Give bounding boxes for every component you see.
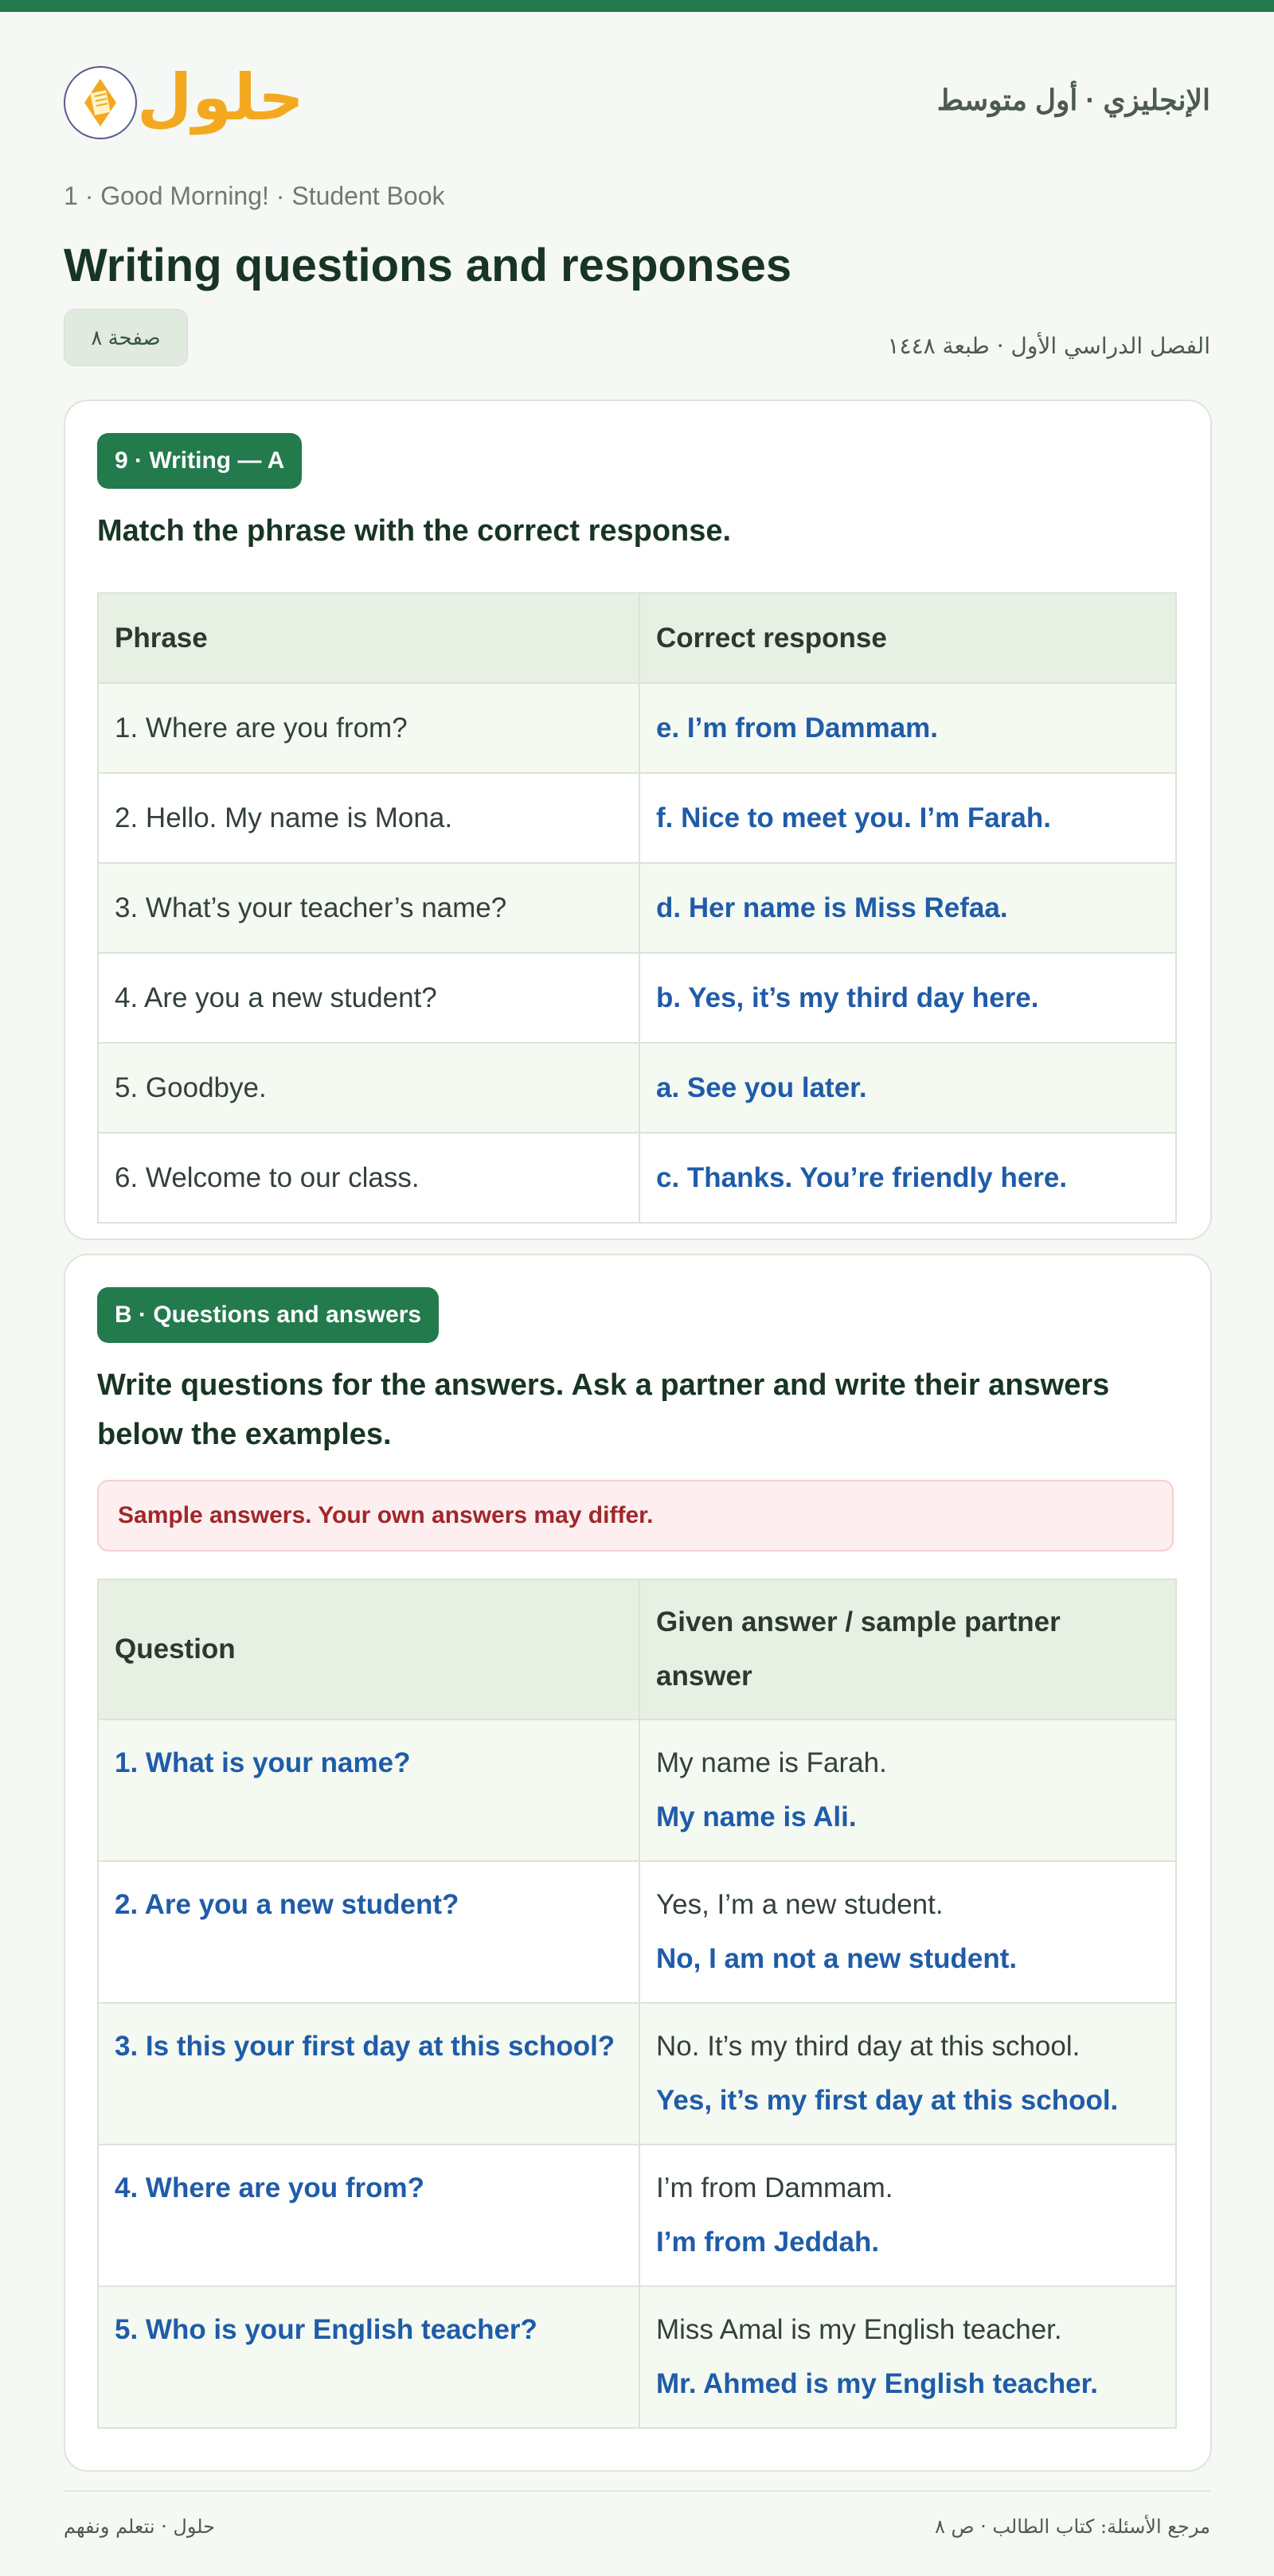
given-answer: No. It’s my third day at this school. bbox=[656, 2031, 1081, 2062]
table-header-row bbox=[98, 593, 1176, 683]
section-b-prompt: Write questions for the answers. Ask a partner and write their answers below the examples. bbox=[97, 1368, 1110, 1451]
table-row bbox=[98, 1719, 1176, 1861]
table-row bbox=[98, 2145, 1176, 2286]
response-cell: b. Yes, it’s my third day here. bbox=[639, 953, 1176, 1043]
term-edition-label: الفصل الدراسي الأول · طبعة ١٤٤٨ bbox=[887, 333, 1210, 359]
answer-cell bbox=[639, 1719, 1176, 1861]
table-row bbox=[98, 2003, 1176, 2145]
subject-label: الإنجليزي · أول متوسط bbox=[936, 84, 1210, 116]
table-row bbox=[98, 863, 1176, 953]
answer-cell bbox=[639, 2003, 1176, 2145]
page-title: Writing questions and responses bbox=[64, 240, 792, 291]
given-answer: Yes, I’m a new student. bbox=[656, 1889, 944, 1920]
column-header-phrase: Phrase bbox=[98, 593, 639, 683]
column-header-answer: Given answer / sample partner answer bbox=[639, 1579, 1176, 1719]
phrase-cell: 2. Hello. My name is Mona. bbox=[98, 773, 639, 863]
sample-answer: Mr. Ahmed is my English teacher. bbox=[656, 2368, 1098, 2399]
question-cell: 3. Is this your first day at this school? bbox=[98, 2003, 639, 2145]
phrase-cell: 5. Goodbye. bbox=[98, 1043, 639, 1133]
column-header-question: Question bbox=[98, 1579, 639, 1719]
table-row bbox=[98, 1861, 1176, 2003]
table-row bbox=[98, 953, 1176, 1043]
answer-cell bbox=[639, 1861, 1176, 2003]
response-cell: c. Thanks. You’re friendly here. bbox=[639, 1133, 1176, 1223]
logo-book-icon bbox=[64, 66, 137, 139]
question-cell: 4. Where are you from? bbox=[98, 2145, 639, 2286]
response-cell: d. Her name is Miss Refaa. bbox=[639, 863, 1176, 953]
page bbox=[64, 12, 1210, 2399]
phrase-cell: 4. Are you a new student? bbox=[98, 953, 639, 1043]
given-answer: I’m from Dammam. bbox=[656, 2172, 893, 2203]
matching-table bbox=[97, 592, 1177, 1224]
question-cell: 2. Are you a new student? bbox=[98, 1861, 639, 2003]
sample-answer: Yes, it’s my first day at this school. bbox=[656, 2085, 1119, 2116]
table-header-row bbox=[98, 1579, 1176, 1719]
table-row bbox=[98, 2286, 1176, 2428]
site-logo[interactable] bbox=[64, 60, 304, 150]
response-cell: e. I’m from Dammam. bbox=[639, 683, 1176, 773]
top-accent-bar bbox=[0, 0, 1274, 12]
column-header-response: Correct response bbox=[639, 593, 1176, 683]
breadcrumb: 1 · Good Morning! · Student Book bbox=[64, 181, 445, 210]
footer-divider bbox=[64, 2490, 1210, 2492]
table-row bbox=[98, 683, 1176, 773]
sample-answer: No, I am not a new student. bbox=[656, 1943, 1018, 1974]
table-row bbox=[98, 1043, 1176, 1133]
questions-table bbox=[97, 1579, 1177, 2429]
section-a-card bbox=[64, 400, 1212, 1240]
given-answer: Miss Amal is my English teacher. bbox=[656, 2314, 1062, 2345]
sample-answers-note: Sample answers. Your own answers may differ. bbox=[97, 1480, 1174, 1551]
section-b-badge: B · Questions and answers bbox=[97, 1287, 439, 1343]
section-a-prompt: Match the phrase with the correct response. bbox=[97, 514, 732, 548]
footer-tagline: حلول · نتعلم ونفهم bbox=[64, 2516, 215, 2538]
question-cell: 1. What is your name? bbox=[98, 1719, 639, 1861]
logo-wordmark: حلول bbox=[137, 60, 304, 135]
section-a-badge: 9 · Writing — A bbox=[97, 433, 302, 489]
phrase-cell: 3. What’s your teacher’s name? bbox=[98, 863, 639, 953]
sample-answer: My name is Ali. bbox=[656, 1801, 857, 1832]
response-cell: f. Nice to meet you. I’m Farah. bbox=[639, 773, 1176, 863]
page-number-badge: صفحة ٨ bbox=[64, 309, 188, 366]
response-cell: a. See you later. bbox=[639, 1043, 1176, 1133]
table-row bbox=[98, 773, 1176, 863]
phrase-cell: 6. Welcome to our class. bbox=[98, 1133, 639, 1223]
answer-cell bbox=[639, 2145, 1176, 2286]
sample-answer: I’m from Jeddah. bbox=[656, 2227, 880, 2258]
phrase-cell: 1. Where are you from? bbox=[98, 683, 639, 773]
section-b-card bbox=[64, 1254, 1212, 2472]
header bbox=[64, 12, 1210, 135]
footer-reference: مرجع الأسئلة: كتاب الطالب · ص ٨ bbox=[934, 2516, 1210, 2538]
table-row bbox=[98, 1133, 1176, 1223]
question-cell: 5. Who is your English teacher? bbox=[98, 2286, 639, 2428]
given-answer: My name is Farah. bbox=[656, 1747, 887, 1778]
answer-cell bbox=[639, 2286, 1176, 2428]
